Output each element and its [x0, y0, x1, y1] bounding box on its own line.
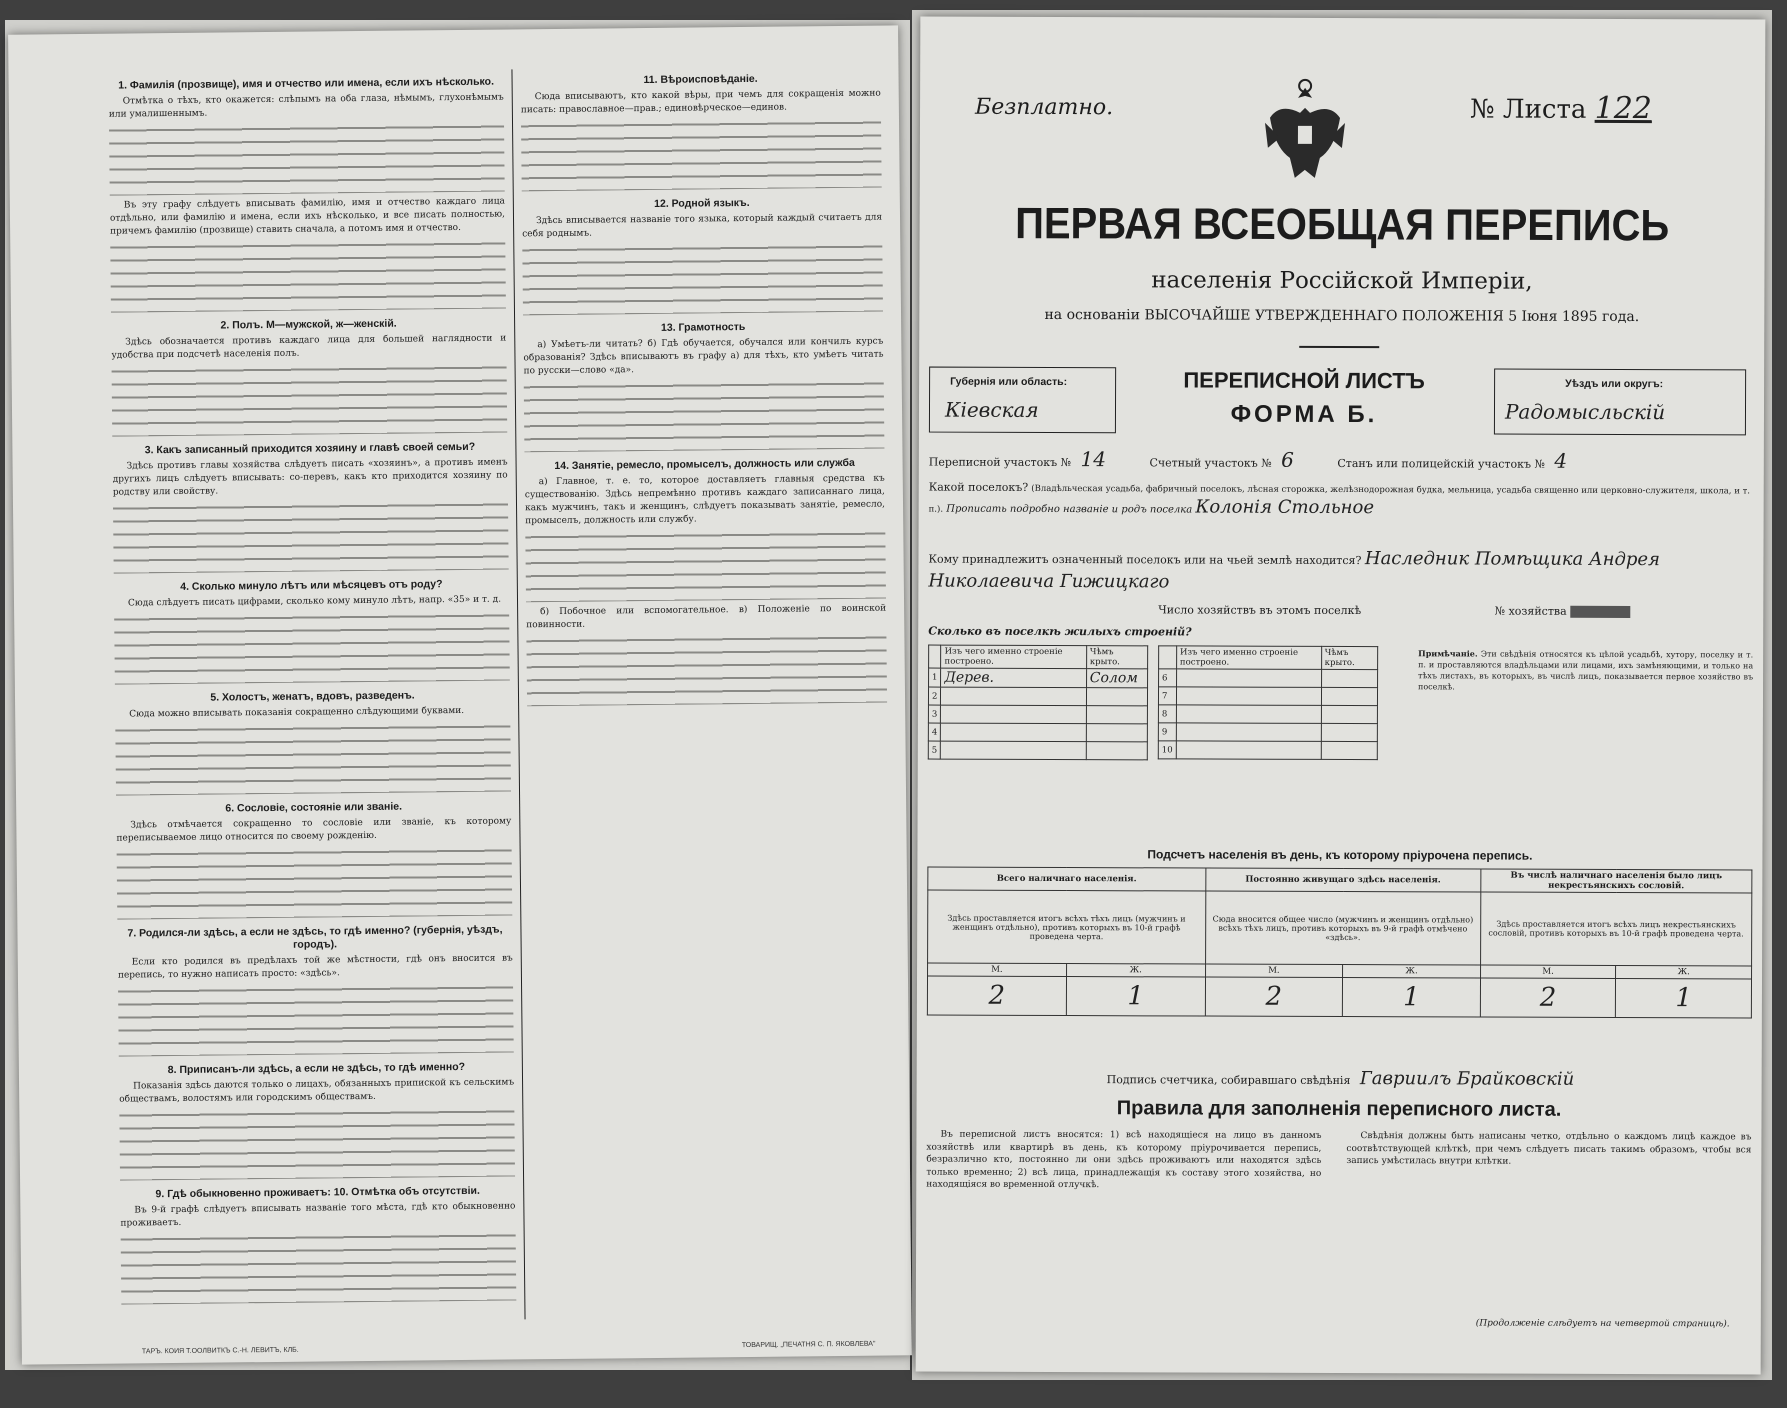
census-subtitle: населенія Россійской Имперіи, — [1151, 267, 1533, 295]
text-lines-filler — [112, 362, 508, 436]
text-lines-filler — [525, 529, 886, 603]
female-label: Ж. — [1616, 965, 1752, 978]
count-col-desc: Здѣсь проставляется итогъ всѣхъ лицъ некрестьянскихъ сословій, противъ которыхъ въ 10-й графѣ проведена черта. — [1480, 892, 1751, 966]
rules-continuation: (Продолженіе слѣдуетъ на четвертой страницѣ). — [1475, 1318, 1730, 1330]
row-roof — [1321, 687, 1377, 705]
row-material — [1176, 669, 1321, 688]
hoz-no-redacted — [1570, 606, 1630, 618]
col-material-head: Изъ чего именно строеніе построено. — [1176, 646, 1321, 670]
row-roof — [1086, 706, 1147, 724]
instruction-text: Отмѣтка о тѣхъ, кто окажется: слѣпымъ на оба глаза, нѣмымъ, глухонѣмымъ или умалишеннымъ. — [108, 92, 504, 120]
poselok-label: Какой поселокъ? — [928, 480, 1029, 494]
gubernia-label: Губернія или область: — [950, 375, 1068, 389]
zemlya-line — [928, 547, 1758, 598]
row-roof — [1321, 705, 1377, 723]
poselok-hint2: Прописать подробно названіе и родъ поселка — [946, 503, 1193, 516]
row-number: 1 — [929, 668, 941, 687]
title-rule — [1299, 346, 1379, 348]
count-title: Подсчетъ населенія въ день, къ которому пріурочена перепись. — [1147, 847, 1533, 863]
table-row — [928, 705, 1147, 724]
male-label: М. — [1205, 964, 1343, 977]
instructions-column-2 — [520, 64, 887, 711]
text-lines-filler — [121, 1230, 517, 1304]
sign-label: Подпись счетчика, собиравшаго свѣдѣнія — [1106, 1073, 1351, 1088]
left-page — [8, 25, 912, 1364]
instruction-heading: 7. Родился-ли здѣсь, а если не здѣсь, то гдѣ именно? (губернія, уѣздъ, городъ). — [127, 923, 503, 951]
table-header-row — [1159, 646, 1378, 670]
col-roof-head: Чѣмъ крыто. — [1086, 646, 1147, 669]
instruction-heading: 3. Какъ записанный приходится хозяину и главѣ своей семьи? — [144, 440, 476, 457]
row-number: 10 — [1158, 741, 1176, 759]
poselok-hint: (Владѣльческая усадьба, фабричный поселокъ, лѣсная сторожка, желѣзнодорожная будка, мельница, усадьба священно или церковно-служителя, школа, и т. п.). — [928, 483, 1751, 515]
hoz-line — [1158, 603, 1758, 618]
row-material — [1176, 705, 1321, 724]
row-material — [941, 687, 1086, 706]
printer-footer-left: ТАРЪ. КОИЯ Т.ООЛВИТКЪ С.-Н. ЛЕВИТЪ, КЛБ. — [141, 1346, 299, 1356]
rules-title: Правила для заполненія переписного листа. — [1116, 1097, 1562, 1121]
row-material — [941, 741, 1086, 760]
form-title-1: ПЕРЕПИСНОЙ ЛИСТЪ — [1183, 367, 1425, 394]
buildings-note — [1418, 648, 1753, 693]
table-row — [928, 723, 1147, 742]
row-number: 6 — [1159, 669, 1177, 687]
instruction-text: Здѣсь обозначается противъ каждаго лица для большей наглядности и удобства при подсчетѣ населенія полъ. — [111, 333, 507, 361]
instruction-text: а) Умѣетъ-ли читать? б) Гдѣ обучается, обучался или кончилъ курсъ образованія? Здѣсь вписываютъ въ графу а) для тѣхъ, кто умѣетъ читать по русски—слово «да». — [523, 336, 884, 377]
row-roof — [1321, 741, 1377, 759]
instruction-text: Показанія здѣсь даются только о лицахъ, обязанныхъ припиской къ сельскимъ обществамъ, волостямъ или городскимъ обществамъ. — [119, 1077, 515, 1105]
text-lines-filler — [114, 610, 510, 684]
count-col-head: Постоянно живущаго здѣсь населенія. — [1205, 868, 1480, 892]
row-material — [941, 723, 1086, 742]
text-lines-filler — [524, 379, 885, 453]
free-label: Безплатно. — [975, 94, 1114, 121]
row-number: 2 — [928, 687, 940, 705]
male-count: 2 — [1480, 978, 1616, 1017]
zemlya-value-1: Наследник Помѣщика Андрея — [1364, 548, 1661, 571]
text-lines-filler — [110, 239, 506, 313]
table-header-row — [929, 645, 1148, 669]
row-material: Дерев. — [941, 668, 1086, 688]
row-number: 9 — [1158, 723, 1176, 741]
instruction-heading: 12. Родной языкъ. — [654, 196, 750, 210]
uchastok-line — [929, 447, 1759, 474]
text-lines-filler — [113, 499, 509, 573]
female-count: 1 — [1343, 978, 1481, 1017]
instruction-heading: 9. Гдѣ обыкновенно проживаетъ: 10. Отмѣтка объ отсутствіи. — [155, 1184, 480, 1201]
row-roof: Солом — [1086, 669, 1147, 688]
uezd-value: Радомысльскій — [1504, 399, 1666, 425]
instruction-heading: 6. Сословіе, состояніе или званіе. — [225, 800, 403, 815]
printer-footer-right: ТОВАРИЩ. „ПЕЧАТНЯ С. П. ЯКОВЛЕВА" — [741, 1340, 876, 1350]
rules-left-text: Въ переписной листъ вносятся: 1) всѣ находящіеся на лицо въ данномъ хозяйствѣ или квартирѣ въ день, къ которому пріурочивается перепись, безразлично кто, постоянно ли они здѣсь проживаютъ или находятся здѣсь только временно; 2) всѣ лица, принадлежащія къ составу этого хозяйства, но находящіяся во временной отлучкѣ. — [926, 1129, 1322, 1191]
table-row — [929, 668, 1148, 688]
instruction-text: Сюда можно вписывать показанія сокращенно слѣдующими буквами. — [129, 705, 465, 720]
row-number: 7 — [1158, 687, 1176, 705]
sign-value: Гавриилъ Брайковскій — [1359, 1068, 1575, 1090]
uchastok-value: 14 — [1080, 447, 1107, 472]
instruction-text: Здѣсь отмѣчается сокращенно то сословіе или званіе, къ которому переписываемое лицо относится по своему рожденію. — [116, 816, 512, 844]
male-label: М. — [928, 963, 1067, 976]
table-row — [1159, 669, 1378, 688]
row-roof — [1086, 724, 1147, 742]
female-label: Ж. — [1066, 964, 1205, 977]
female-count: 1 — [1066, 977, 1205, 1016]
instruction-text: а) Главное, т. е. то, которое доставляетъ главныя средства къ существованію. Здѣсь непремѣнно противъ каждаго записаннаго лица, какъ мужчинъ, такъ и женщинъ, слѣдуетъ показывать занятіе, ремесло, промыселъ, должность или службу. — [524, 473, 886, 527]
female-label: Ж. — [1343, 965, 1481, 978]
right-page — [916, 17, 1766, 1375]
instruction-heading: 2. Полъ. М—мужской, ж—женскій. — [220, 317, 397, 332]
uezd-box — [1494, 369, 1746, 436]
stan-value: 4 — [1554, 448, 1568, 473]
count-col-head: Въ числѣ наличнаго населенія было лицъ некрестьянскихъ сословій. — [1481, 869, 1752, 893]
text-lines-filler — [521, 118, 882, 192]
row-roof — [1321, 723, 1377, 741]
uezd-label: Уѣздъ или округъ: — [1565, 377, 1664, 391]
population-count-table — [927, 867, 1753, 1019]
table-row — [1158, 741, 1377, 760]
row-number: 8 — [1158, 705, 1176, 723]
uchastok-label: Переписной участокъ № — [928, 455, 1072, 470]
instruction-text: Въ 9-й графѣ слѣдуетъ вписывать названіе того мѣста, гдѣ кто обыкновенно проживаетъ. — [120, 1201, 516, 1229]
instruction-heading: 13. Грамотность — [660, 320, 746, 334]
count-desc-row — [928, 890, 1752, 966]
double-headed-eagle-emblem — [1260, 78, 1350, 188]
col-num — [1159, 646, 1177, 669]
instruction-text: Сюда слѣдуетъ писать цифрами, сколько кому минуло лѣтъ, напр. «35» и т. д. — [127, 594, 502, 609]
gubernia-value: Кіевская — [944, 397, 1039, 422]
text-lines-filler — [118, 982, 514, 1056]
instruction-heading: 8. Приписанъ-ли здѣсь, а если не здѣсь, то гдѣ именно? — [167, 1060, 466, 1077]
table-row — [1158, 687, 1377, 706]
count-head-row — [928, 867, 1752, 893]
census-basis: на основаніи ВЫСОЧАЙШЕ УТВЕРЖДЕННАГО ПОЛОЖЕНІЯ 5 Іюня 1895 года. — [1044, 306, 1640, 326]
instruction-text: Если кто родился въ предѣлахъ той же мѣстности, гдѣ онъ вносится въ перепись, то нужно написать просто: «здѣсь». — [117, 953, 513, 981]
row-roof — [1086, 742, 1147, 760]
schet-label: Счетный участокъ № — [1149, 456, 1272, 470]
schet-value: 6 — [1281, 447, 1294, 472]
poselok-line — [929, 479, 1759, 522]
col-roof-head: Чѣмъ крыто. — [1321, 646, 1378, 669]
text-lines-filler — [109, 122, 505, 196]
signature-line — [1107, 1067, 1575, 1090]
rules-right-text: Свѣдѣнія должны быть написаны четко, отдѣльно о каждомъ лицѣ каждое въ соотвѣтствующей клѣткѣ, при чемъ слѣдуетъ писать такимъ образомъ, чтобы вся запись умѣстилась внутри клѣтки. — [1346, 1131, 1752, 1167]
hoz-count-label: Число хозяйствъ въ этомъ поселкѣ — [1158, 603, 1362, 618]
row-number: 5 — [928, 741, 940, 759]
poselok-value: Колонія Стольное — [1195, 496, 1375, 519]
female-count: 1 — [1616, 978, 1752, 1017]
row-roof — [1086, 688, 1147, 706]
instruction-text: Здѣсь вписывается названіе того языка, который каждый считаетъ для себя роднымъ. — [522, 212, 883, 240]
instruction-heading: 14. Занятіе, ремесло, промыселъ, должность или служба — [554, 456, 855, 472]
buildings-table-right — [1158, 645, 1378, 760]
note-text: Эти свѣдѣнія относятся къ цѣлой усадьбѣ, хутору, поселку и т. п. и проставляются владѣльцами или лицами, ихъ замѣняющими, и только на тѣхъ листахъ, въ которыхъ, въ числѣ лицъ, показывается первое хозяйство въ поселкѣ. — [1418, 649, 1754, 692]
row-material — [1176, 687, 1321, 706]
row-material — [941, 705, 1086, 724]
zemlya-label: Кому принадлежитъ означенный поселокъ или на чьей землѣ находится? — [928, 552, 1362, 568]
instruction-text: Сюда вписываютъ, кто какой вѣры, при чемъ для сокращенія можно писать: православное—прав.; единовѣрческое—единов. — [520, 88, 881, 116]
text-lines-filler — [522, 242, 883, 316]
text-lines-filler — [119, 1106, 515, 1180]
instruction-text: б) Побочное или вспомогательное. в) Положеніе по воинской повинности. — [526, 603, 887, 631]
table-row — [1158, 705, 1377, 724]
instruction-heading: 1. Фамилія (прозвище), имя и отчество или имена, если ихъ нѣсколько. — [118, 75, 495, 92]
count-col-head: Всего наличнаго населенія. — [928, 867, 1206, 891]
row-material — [1176, 723, 1321, 742]
table-row — [1158, 723, 1377, 742]
text-lines-filler — [115, 721, 511, 795]
row-roof — [1321, 669, 1377, 687]
form-title-2: ФОРМА Б. — [1230, 400, 1378, 429]
row-number: 4 — [928, 723, 940, 741]
male-label: М. — [1480, 965, 1616, 978]
buildings-label: Сколько въ поселкѣ жилыхъ строеній? — [928, 624, 1192, 639]
row-material — [1176, 741, 1321, 760]
buildings-table-left — [928, 645, 1148, 761]
row-number: 3 — [928, 705, 940, 723]
census-title: ПЕРВАЯ ВСЕОБЩАЯ ПЕРЕПИСЬ — [1015, 199, 1670, 251]
instruction-text: Въ эту графу слѣдуетъ вписывать фамилію, имя и отчество каждаго лица отдѣльно, или фамилію и имена, если ихъ нѣсколько, и все писать полностью, причемъ фамилію (прозвище) ставить сначала, а потомъ имя и отчество. — [109, 196, 506, 237]
instruction-heading: 5. Холостъ, женатъ, вдовъ, разведенъ. — [210, 689, 415, 704]
count-col-desc: Здѣсь проставляется итогъ всѣхъ тѣхъ лицъ (мужчинъ и женщинъ отдѣльно), противъ которыхъ въ 10-й графѣ проведена черта. — [928, 890, 1206, 964]
male-count: 2 — [1205, 977, 1343, 1016]
count-value-row — [927, 976, 1751, 1018]
gubernia-box — [929, 367, 1116, 434]
instruction-text: Здѣсь противъ главы хозяйства слѣдуетъ писать «хозяинъ», а противъ именъ другихъ лицъ слѣдуетъ вписывать: со-перевъ, какъ кто приходится хозяину по родству или свойству. — [112, 457, 508, 498]
male-count: 2 — [927, 976, 1066, 1015]
instructions-column-1 — [108, 68, 516, 1309]
table-row — [928, 741, 1147, 760]
sheet-number-label: № Листа — [1469, 94, 1587, 125]
sheet-number-value: 122 — [1594, 90, 1652, 127]
instruction-heading: 4. Сколько минуло лѣтъ или мѣсяцевъ отъ роду? — [180, 578, 443, 593]
table-row — [928, 687, 1147, 706]
col-material-head: Изъ чего именно строеніе построено. — [941, 645, 1086, 669]
zemlya-value-2: Николаевича Гижицкаго — [928, 570, 1170, 593]
col-num — [929, 645, 942, 668]
text-lines-filler — [526, 633, 887, 707]
count-col-desc: Сюда вносится общее число (мужчинъ и женщинъ отдѣльно) всѣхъ тѣхъ лицъ, противъ которыхъ въ 9-й графѣ отмѣчено «здѣсь». — [1205, 891, 1480, 965]
stan-label: Станъ или полицейскій участокъ № — [1337, 456, 1545, 471]
text-lines-filler — [117, 845, 513, 919]
note-title: Примѣчаніе. — [1418, 648, 1478, 659]
hoz-no-label: № хозяйства — [1494, 604, 1567, 618]
sheet-number — [1470, 90, 1652, 126]
instruction-heading: 11. Вѣроисповѣданіе. — [643, 72, 758, 87]
